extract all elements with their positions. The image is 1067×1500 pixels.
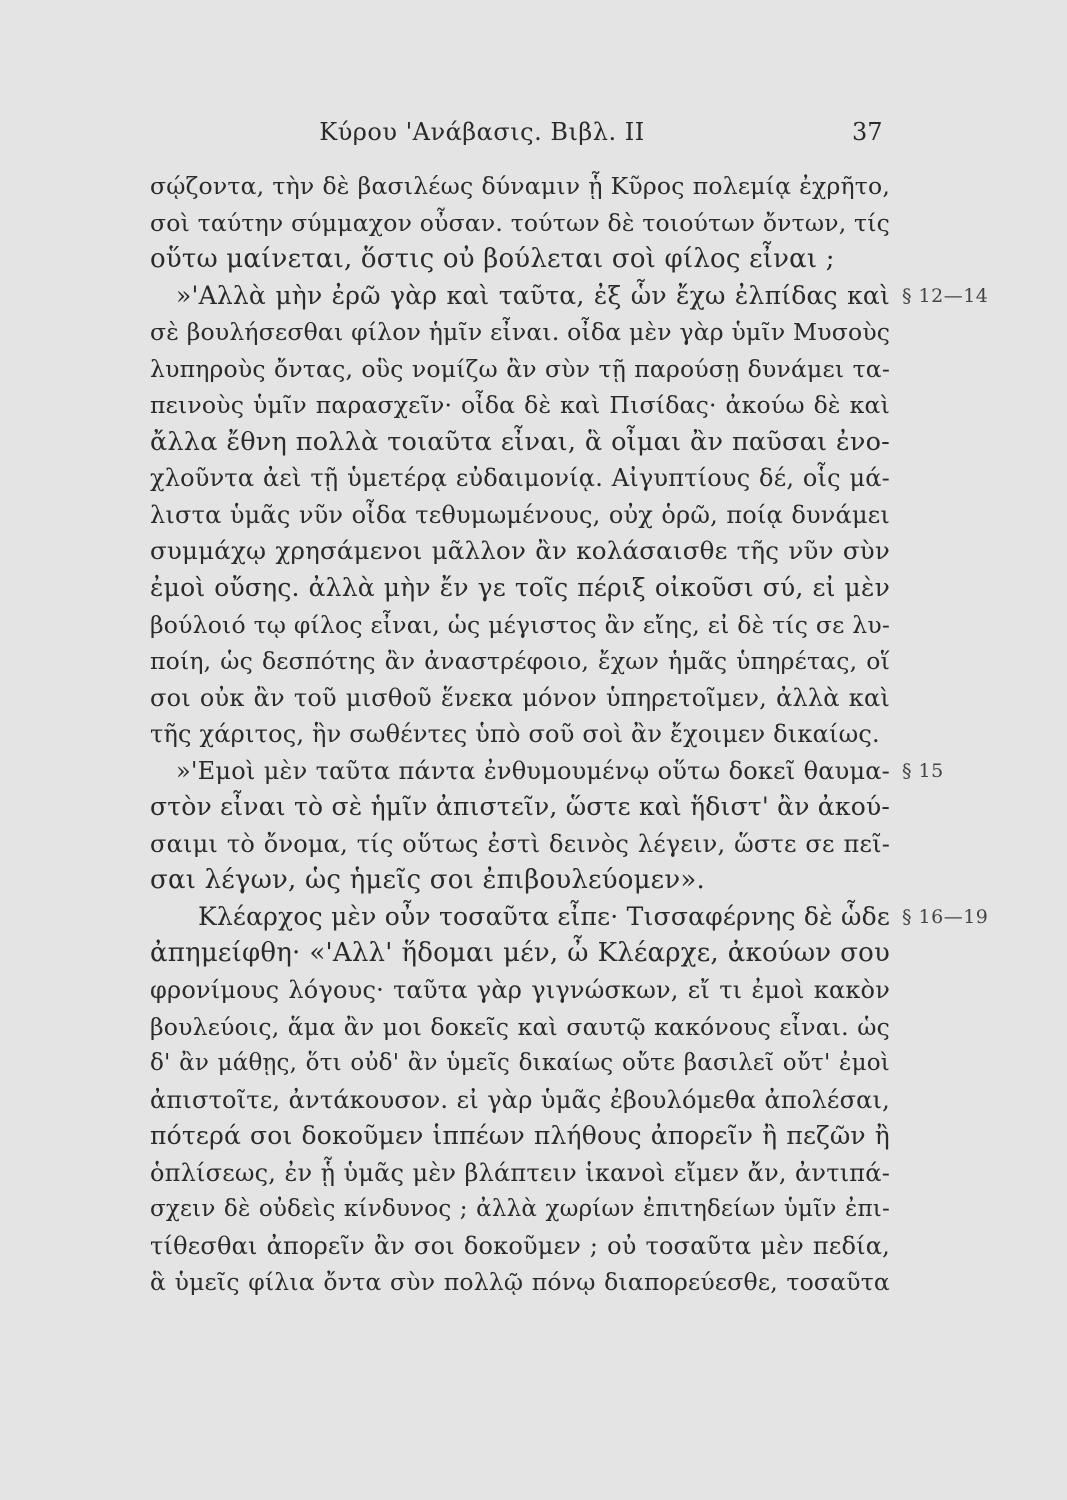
text-line: τίθεσθαι ἀπορεῖν ἂν σοι δοκοῦμεν ; οὐ τοσαῦτα μὲν πεδία, (150, 1231, 890, 1260)
text-line: σοὶ ταύτην σύμμαχον οὖσαν. τούτων δὲ τοιούτων ὄντων, τίς (150, 208, 891, 237)
text-line: ἀπιστοῖτε, ἀντάκουσον. εἰ γὰρ ὑμᾶς ἐβουλόμεθα ἀπολέσαι, (150, 1085, 890, 1114)
text-line-with-note (150, 753, 944, 790)
text-line: φρονίμους λόγους· ταῦτα γὰρ γιγνώσκων, εἴ τι ἐμοὶ κακὸν (150, 976, 890, 1005)
text-line: σχειν δὲ οὐδεὶς κίνδυνος ; ἀλλὰ χωρίων ἐπιτηδείων ὑμῖν ἐπι- (150, 1196, 890, 1223)
text-line: χλοῦντα ἀεὶ τῇ ὑμετέρᾳ εὐδαιμονίᾳ. Αἰγυπτίους δέ, οἷς μά- (150, 464, 890, 493)
margin-note: § 16—19 (902, 905, 989, 928)
text-line: τῆς χάριτος, ἣν σωθέντες ὑπὸ σοῦ σοὶ ἂν ἔχοιμεν δικαίως. (150, 720, 880, 749)
running-head (0, 118, 1067, 154)
text-line: ἄλλα ἔθνη πολλὰ τοιαῦτα εἶναι, ἃ οἶμαι ἂν παῦσαι ἐνο- (150, 426, 890, 457)
text-line: συμμάχῳ χρησάμενοι μᾶλλον ἂν κολάσαισθε τῆς νῦν σὺν (150, 536, 890, 566)
text-line: σὲ βουλήσεσθαι φίλον ἡμῖν εἶναι. οἶδα μὲν γὰρ ὑμῖν Μυσοὺς (150, 318, 891, 347)
text-line: οὕτω μαίνεται, ὅστις οὐ βούλεται σοὶ φίλος εἶναι ; (150, 244, 835, 275)
text-line: λιστα ὑμᾶς νῦν οἶδα τεθυμωμένους, οὐχ ὁρῶ, ποίᾳ δυνάμει (150, 500, 890, 529)
page-number: 37 (852, 118, 883, 146)
text-line-content: Κλέαρχος μὲν οὖν τοσαῦτα εἶπε· Τισσαφέρνης δὲ ὧδε (198, 901, 890, 931)
text-line: δ' ἂν μάθῃς, ὅτι οὐδ' ἂν ὑμεῖς δικαίως οὔτε βασιλεῖ οὔτ' ἐμοὶ (150, 1050, 890, 1077)
text-line: ἃ ὑμεῖς φίλια ὄντα σὺν πολλῷ πόνῳ διαπορεύεσθε, τοσαῦτα (150, 1268, 890, 1297)
text-line: πεινοὺς ὑμῖν παρασχεῖν· οἶδα δὲ καὶ Πισίδας· ἀκούω δὲ καὶ (150, 391, 890, 420)
text-line: ποίη, ὡς δεσπότης ἂν ἀναστρέφοιο, ἔχων ἡμᾶς ὑπηρέτας, οἵ (150, 647, 890, 676)
text-line: πότερά σοι δοκοῦμεν ἱππέων πλήθους ἀπορεῖν ἢ πεζῶν ἢ (150, 1121, 890, 1151)
text-line-with-note (150, 899, 989, 936)
text-line: βούλοιό τῳ φίλος εἶναι, ὡς μέγιστος ἂν εἴης, εἰ δὲ τίς σε λυ- (150, 610, 890, 639)
text-block (150, 168, 989, 1301)
text-line: στὸν εἶναι τὸ σὲ ἡμῖν ἀπιστεῖν, ὥστε καὶ ἥδιστ' ἂν ἀκού- (150, 792, 890, 822)
text-line: ὁπλίσεως, ἐν ᾗ ὑμᾶς μὲν βλάπτειν ἱκανοὶ εἴμεν ἄν, ἀντιπά- (150, 1158, 890, 1187)
text-line: λυπηροὺς ὄντας, οὓς νομίζω ἂν σὺν τῇ παρούσῃ δυνάμει τα- (150, 354, 890, 383)
text-line-content: »'Εμοὶ μὲν ταῦτα πάντα ἐνθυμουμένῳ οὕτω δοκεῖ θαυμα- (176, 756, 890, 785)
text-line-with-note (150, 278, 989, 315)
text-line: ἀπημείφθη· «'Αλλ' ἥδομαι μέν, ὦ Κλέαρχε, ἀκούων σου (150, 938, 890, 969)
margin-note: § 15 (902, 759, 944, 782)
text-line-content: »'Αλλὰ μὴν ἐρῶ γὰρ καὶ ταῦτα, ἐξ ὧν ἔχω ἐλπίδας καὶ (176, 280, 890, 310)
text-line: βουλεύοις, ἅμα ἂν μοι δοκεῖς καὶ σαυτῷ κακόνους εἶναι. ὡς (150, 1012, 890, 1041)
text-line: ἐμοὶ οὔσης. ἀλλὰ μὴν ἔν γε τοῖς πέριξ οἰκοῦσι σύ, εἰ μὲν (150, 573, 890, 603)
text-line: σῴζοντα, τὴν δὲ βασιλέως δύναμιν ᾗ Κῦρος πολεμίᾳ ἐχρῆτο, (150, 172, 890, 200)
margin-note: § 12—14 (902, 284, 989, 307)
text-line: σαι λέγων, ὡς ἡμεῖς σοι ἐπιβουλεύομεν». (150, 865, 705, 896)
text-line: σοι οὐκ ἂν τοῦ μισθοῦ ἕνεκα μόνον ὑπηρετοῖμεν, ἀλλὰ καὶ (150, 683, 890, 712)
running-title: Κύρου 'Ανάβασις. Βιβλ. ΙΙ (319, 118, 645, 146)
text-line: σαιμι τὸ ὄνομα, τίς οὕτως ἐστὶ δεινὸς λέγειν, ὥστε σε πεῖ- (150, 829, 890, 858)
